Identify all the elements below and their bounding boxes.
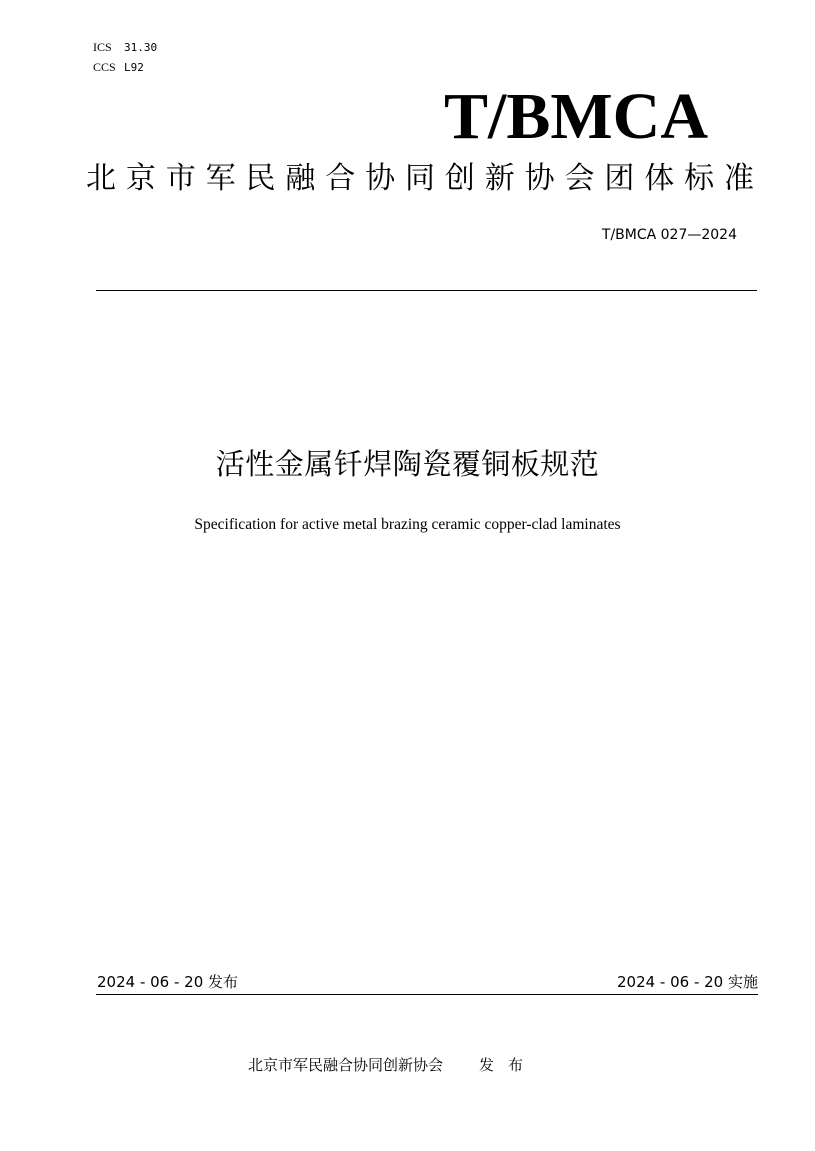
org-title-char: 创 xyxy=(444,161,475,196)
ccs-code: L92 xyxy=(124,61,144,74)
publish-label: 发布 xyxy=(479,1056,538,1074)
bottom-divider xyxy=(96,994,758,995)
org-title-char: 体 xyxy=(644,161,675,196)
org-title-char: 融 xyxy=(285,161,316,196)
implementation-date: 2024 - 06 - 20 实施 xyxy=(616,973,758,991)
org-title-char: 团 xyxy=(604,161,635,196)
top-divider xyxy=(96,290,757,291)
org-title-char: 同 xyxy=(405,161,435,196)
ics-code: 31.30 xyxy=(124,41,158,54)
org-title-char: 新 xyxy=(484,161,515,196)
brand-logo-text: T/BMCA xyxy=(444,80,708,153)
org-title-char: 协 xyxy=(365,161,396,196)
ccs-label: CCS xyxy=(93,60,116,74)
organization-standard-title xyxy=(86,158,754,200)
issuer-name: 北京市军民融合协同创新协会 xyxy=(248,1056,444,1074)
ccs-line xyxy=(93,60,144,75)
ics-line xyxy=(93,40,157,55)
issuer-line xyxy=(248,1054,537,1076)
org-title-char: 北 xyxy=(86,161,116,196)
ics-label: ICS xyxy=(93,40,112,54)
org-title-char: 军 xyxy=(205,161,236,196)
issue-date: 2024 - 06 - 20 发布 xyxy=(97,973,239,991)
document-title-english: Specification for active metal brazing ceramic copper-clad laminates xyxy=(194,516,621,533)
org-title-char: 会 xyxy=(564,161,595,196)
org-title-char: 京 xyxy=(125,161,156,196)
org-title-char: 民 xyxy=(245,161,276,196)
org-title-char: 合 xyxy=(325,161,356,196)
document-title-chinese: 活性金属钎焊陶瓷覆铜板规范 xyxy=(215,447,600,481)
standard-number: T/BMCA 027—2024 xyxy=(601,227,737,243)
org-title-char: 标 xyxy=(684,161,715,196)
org-title-char: 准 xyxy=(724,161,754,196)
org-title-char: 市 xyxy=(165,161,196,196)
org-title-char: 协 xyxy=(524,161,555,196)
